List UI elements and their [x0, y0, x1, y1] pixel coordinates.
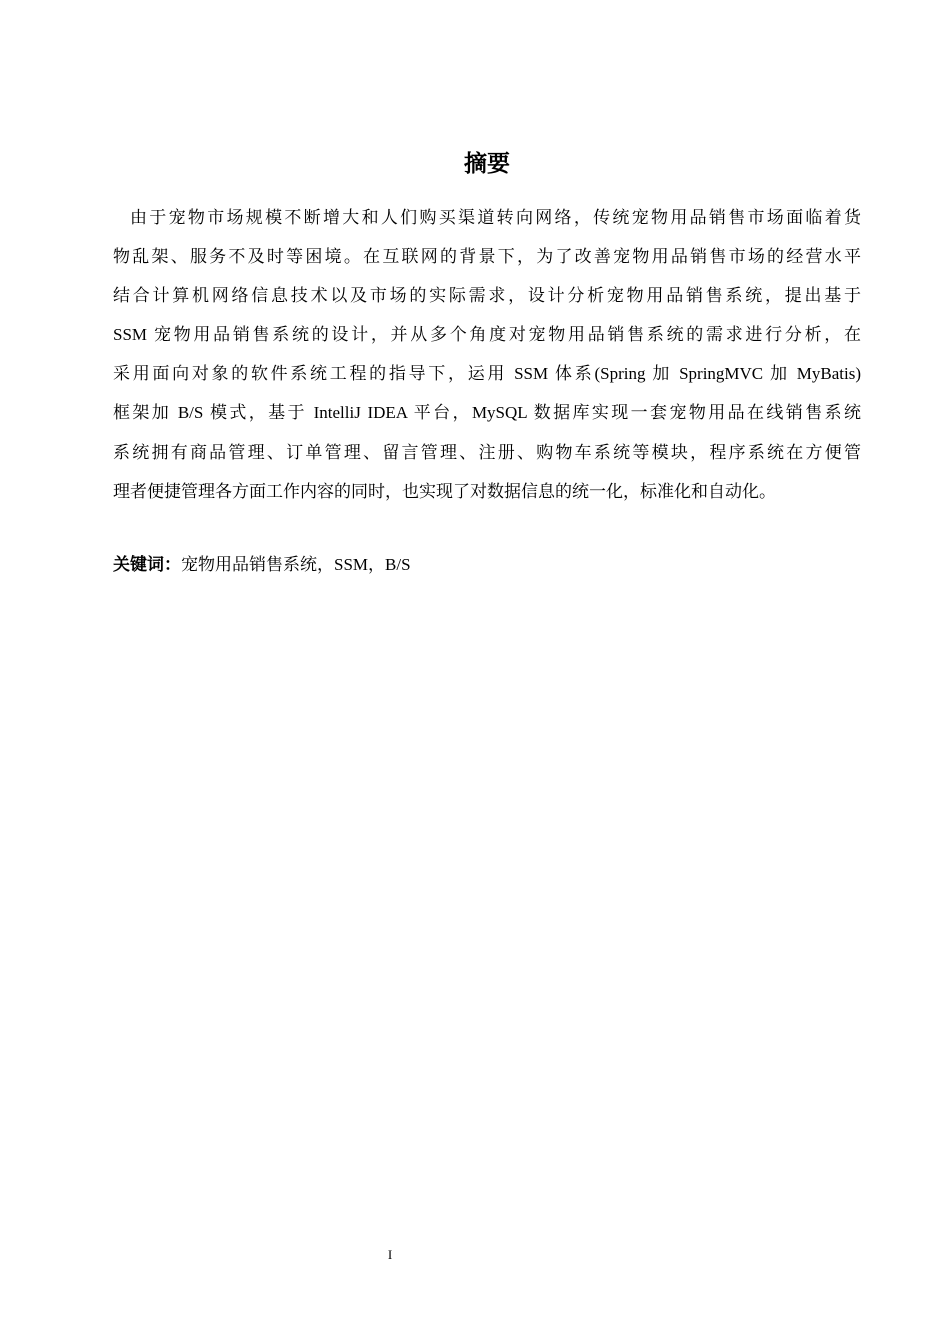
- abstract-line: SSM 宠物用品销售系统的设计，并从多个角度对宠物用品销售系统的需求进行分析，在: [113, 325, 861, 345]
- keywords-label: 关键词：: [113, 555, 181, 574]
- abstract-line: 由于宠物市场规模不断增大和人们购买渠道转向网络，传统宠物用品销售市场面临着货: [130, 208, 861, 227]
- keywords-value: 宠物用品销售系统，SSM，B/S: [181, 555, 411, 574]
- abstract-line: 框架加 B/S 模式，基于 IntelliJ IDEA 平台，MySQL 数据库实现一套宠物用品在线销售系统: [113, 403, 861, 423]
- keywords: [113, 548, 411, 582]
- abstract-line: 系统拥有商品管理、订单管理、留言管理、注册、购物车系统等模块，程序系统在方便管: [113, 442, 861, 462]
- abstract-title: 摘要: [464, 151, 510, 177]
- abstract-line: 结合计算机网络信息技术以及市场的实际需求，设计分析宠物用品销售系统，提出基于: [113, 286, 861, 306]
- page-number: I: [387, 1247, 393, 1262]
- abstract-line: 物乱架、服务不及时等困境。在互联网的背景下，为了改善宠物用品销售市场的经营水平: [113, 247, 861, 267]
- abstract-line: 采用面向对象的软件系统工程的指导下，运用 SSM 体系(Spring 加 SpringMVC 加 MyBatis): [113, 364, 861, 384]
- abstract-body: [113, 198, 861, 511]
- abstract-line: 理者便捷管理各方面工作内容的同时，也实现了对数据信息的统一化，标准化和自动化。: [113, 481, 776, 501]
